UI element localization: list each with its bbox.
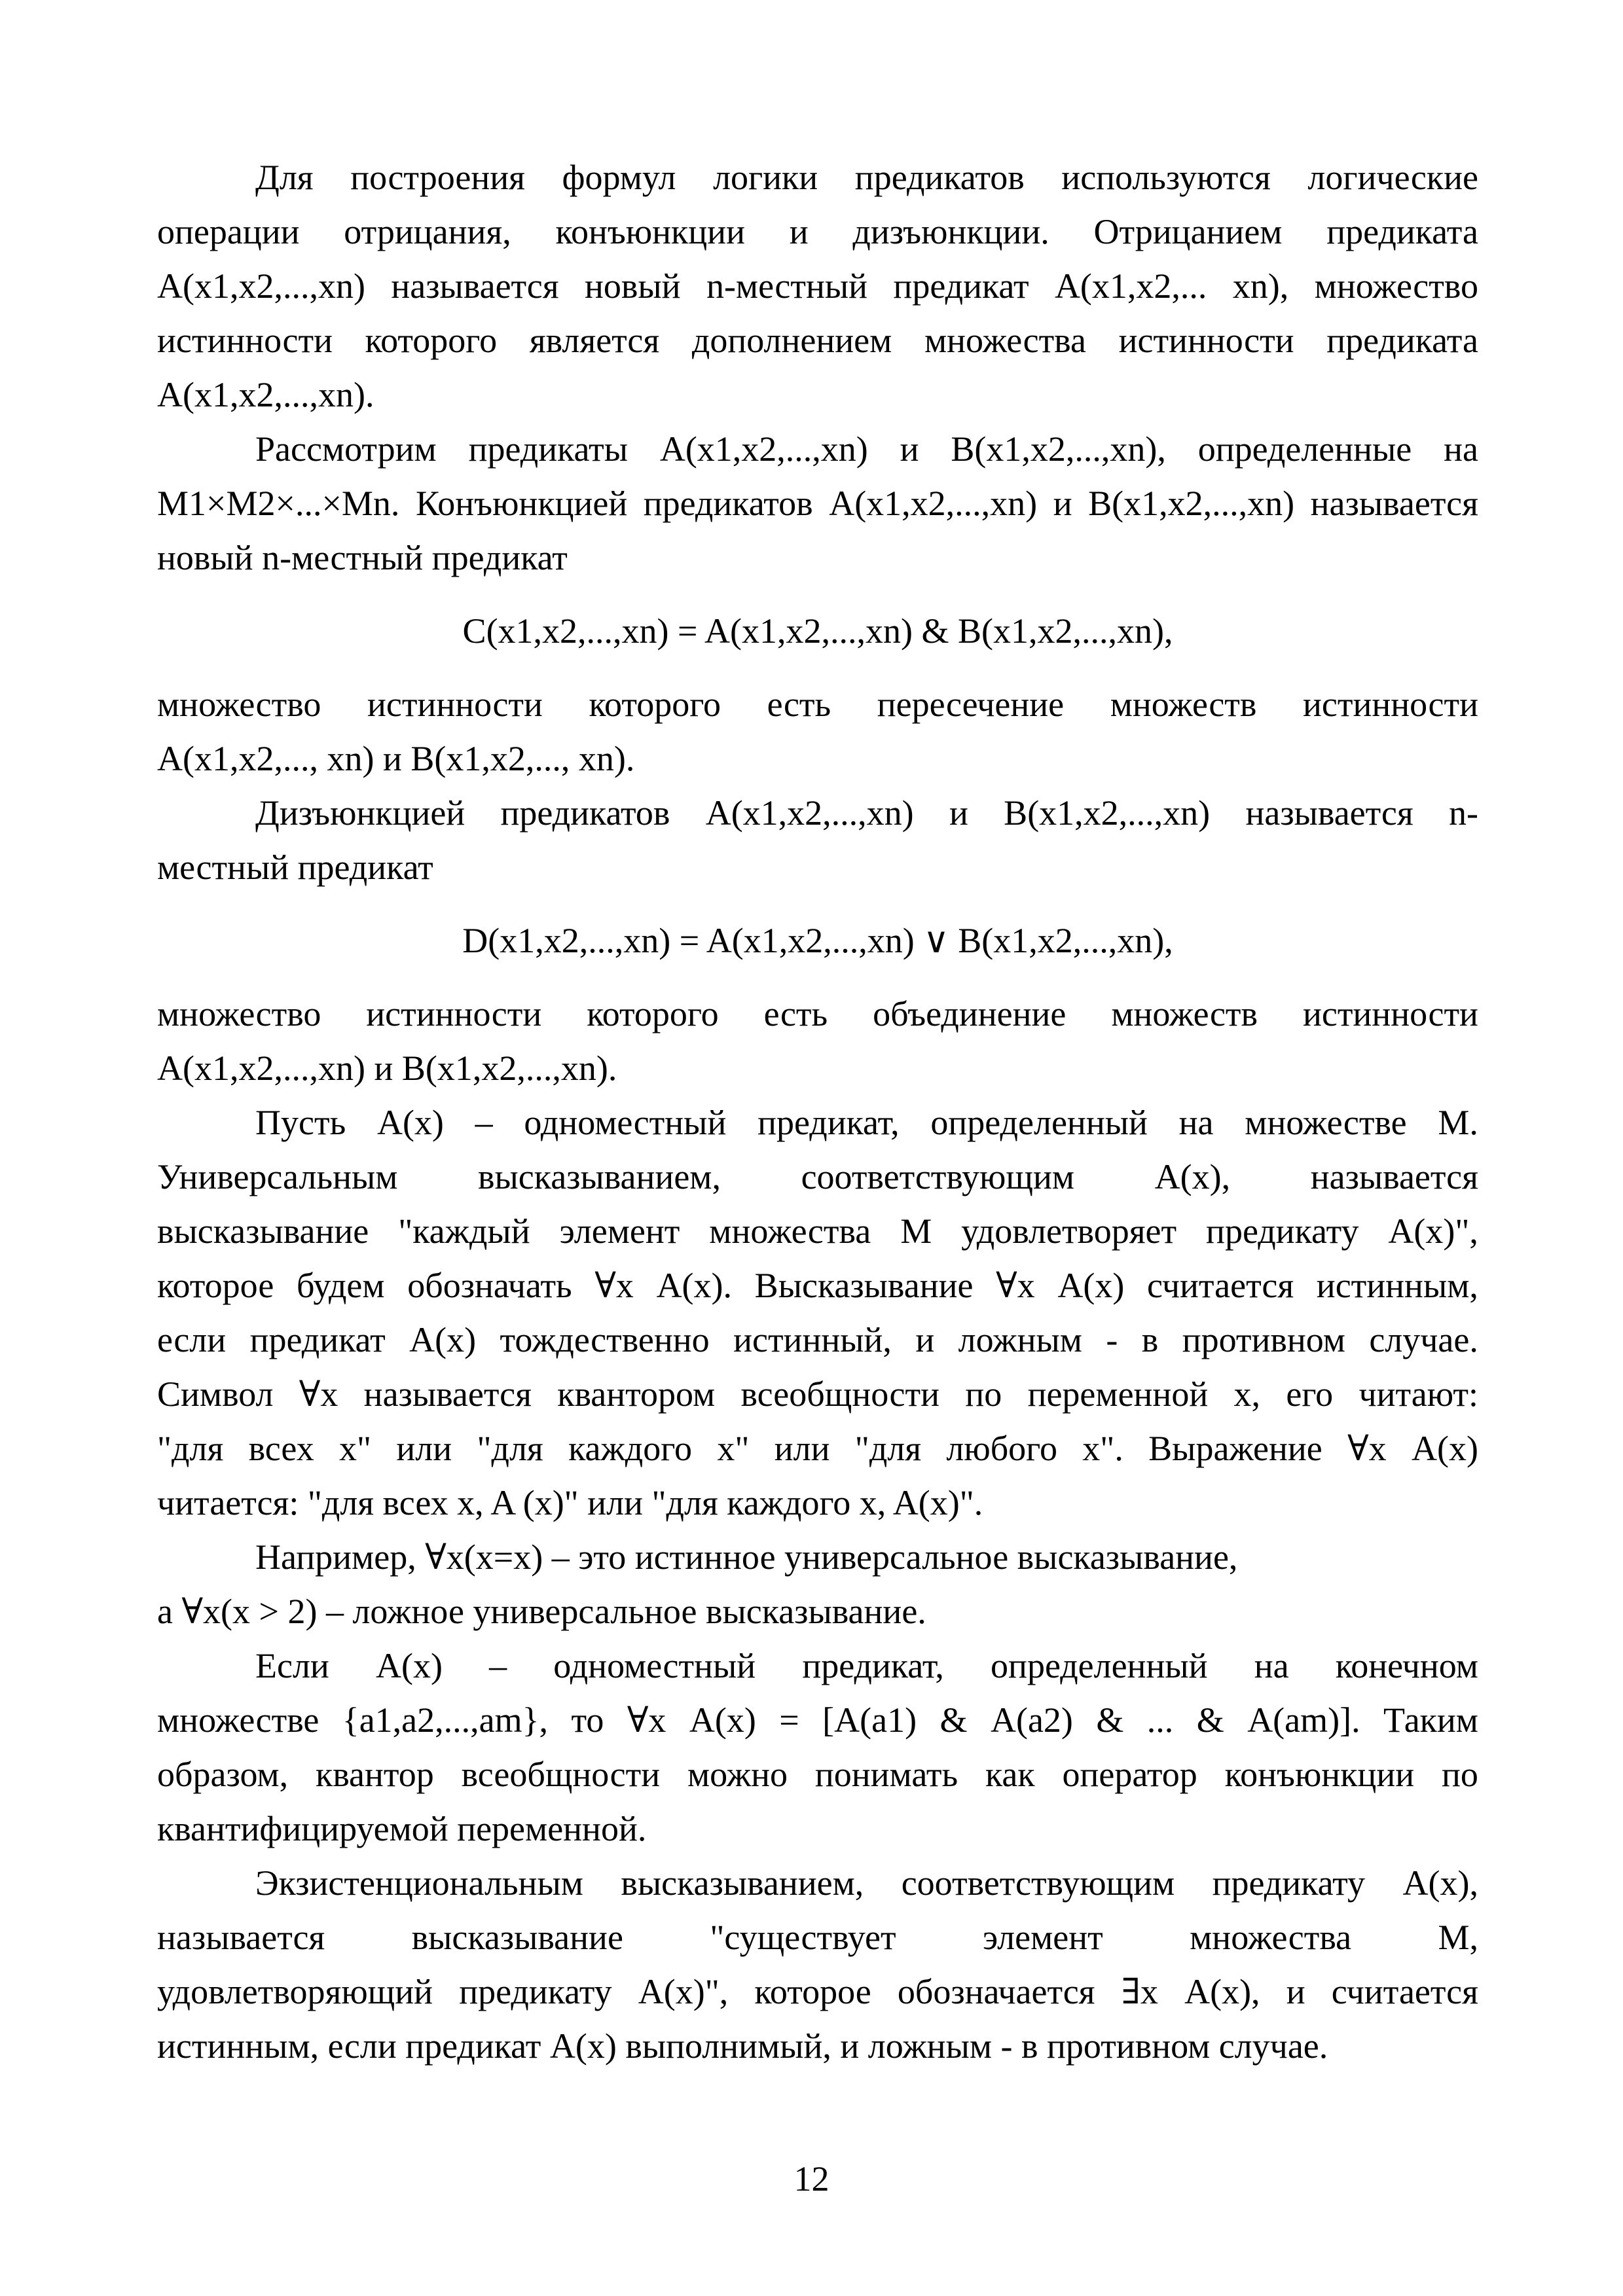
word: x". — [1082, 1429, 1123, 1468]
word: есть — [763, 994, 828, 1033]
word: A(x) — [375, 1646, 443, 1685]
word: множество — [157, 994, 321, 1033]
word: xn), — [1232, 266, 1289, 306]
word: читают: — [1359, 1374, 1478, 1414]
word: по — [965, 1374, 1002, 1414]
word: истинности — [157, 321, 333, 360]
word: предикат, — [757, 1103, 900, 1142]
word: Пусть — [255, 1103, 346, 1142]
text-line: новый n-местный предикат — [157, 538, 568, 577]
word: ∀x — [1347, 1429, 1387, 1468]
text-line — [157, 1965, 1478, 2019]
word: является — [529, 321, 660, 360]
word: = — [779, 1700, 799, 1740]
word: его — [1286, 1374, 1334, 1414]
word: Символ — [157, 1374, 274, 1414]
text-line: A(x1,x2,..., xn) и B(x1,x2,..., xn). — [157, 739, 635, 778]
word: формул — [562, 158, 676, 197]
word: то — [571, 1700, 604, 1740]
word: предикатов — [643, 484, 813, 523]
word: множество — [1314, 266, 1478, 306]
word: по — [1441, 1755, 1478, 1794]
text-line — [157, 1204, 1478, 1259]
word: A(x1,x2,...,xn) — [659, 429, 868, 469]
paragraph-disjunction — [157, 786, 1478, 895]
text-line: а ∀x(x > 2) – ложное универсальное высказывание. — [157, 1592, 926, 1631]
word: элемент — [982, 1918, 1103, 1957]
word: высказыванием, — [478, 1157, 721, 1196]
word: конечном — [1335, 1646, 1478, 1685]
text-line: A(x1,x2,...,xn). — [157, 375, 374, 414]
word: & — [939, 1700, 968, 1740]
word: всех — [248, 1429, 314, 1468]
word: A(x) — [376, 1103, 444, 1142]
text-line: A(x1,x2,...,xn) и B(x1,x2,...,xn). — [157, 1049, 617, 1088]
text-line — [157, 151, 1478, 205]
word: B(x1,x2,...,xn) — [1004, 793, 1211, 833]
word: Таким — [1383, 1700, 1478, 1740]
paragraph-conjunction — [157, 422, 1478, 585]
word: множества — [1190, 1918, 1352, 1957]
word: x" — [717, 1429, 750, 1468]
word: логики — [713, 158, 818, 197]
word: - — [1106, 1320, 1118, 1359]
word: высказыванием, — [621, 1863, 864, 1903]
word: конъюнкции — [1224, 1755, 1415, 1794]
text-line — [157, 987, 1478, 1041]
word: называется — [391, 266, 559, 306]
word: истинности — [1302, 994, 1478, 1033]
text-line — [157, 1693, 1478, 1748]
text-line — [157, 1096, 1478, 1150]
word: M, — [1438, 1918, 1478, 1957]
text-line — [157, 1856, 1478, 1910]
word: и — [900, 429, 919, 469]
word: A(x1,x2,...,xn) — [705, 793, 914, 833]
paragraph-example — [157, 1530, 1478, 1639]
word: определенный — [991, 1646, 1208, 1685]
word: удовлетворяет — [961, 1211, 1177, 1251]
word: предикатов — [500, 793, 670, 833]
word: множество — [157, 685, 321, 724]
word: A(x) — [1057, 1266, 1125, 1305]
word: элемент — [559, 1211, 680, 1251]
word: x" — [339, 1429, 372, 1468]
word: называется — [363, 1374, 532, 1414]
word: ложным — [958, 1320, 1082, 1359]
text-line — [157, 205, 1478, 259]
word: тождественно — [500, 1320, 710, 1359]
formula-conjunction: C(x1,x2,...,xn) = A(x1,x2,...,xn) & B(x1,x2,...,xn), — [462, 611, 1173, 651]
word: операции — [157, 212, 300, 251]
word: определенные — [1197, 429, 1412, 469]
word: называется — [1310, 1157, 1478, 1196]
word: истинный, — [733, 1320, 892, 1359]
word: A(x1,x2,...,xn) — [829, 484, 1038, 523]
word: обозначается — [897, 1972, 1095, 2011]
word: A(x), — [1402, 1863, 1478, 1903]
word: A(x) — [1411, 1429, 1478, 1468]
word: которого — [365, 321, 498, 360]
word: "каждый — [398, 1211, 530, 1251]
word: соответствующим — [901, 1863, 1175, 1903]
word: Для — [255, 158, 314, 197]
word: "для — [477, 1429, 543, 1468]
word: предикат — [893, 266, 1029, 306]
word: M1×M2×...×Mn. — [157, 484, 400, 523]
word: всеобщности — [461, 1755, 661, 1794]
text-line — [157, 476, 1478, 531]
word: квантор — [315, 1755, 434, 1794]
word: x, — [1233, 1374, 1261, 1414]
text-line — [157, 1150, 1478, 1204]
word: предикату — [459, 1972, 612, 2011]
word: называется — [157, 1918, 325, 1957]
word: Отрицанием — [1093, 212, 1283, 251]
text-line — [157, 1367, 1478, 1422]
word: и — [1286, 1972, 1305, 2011]
word: [A(a1) — [822, 1700, 917, 1740]
word: называется — [1310, 484, 1478, 523]
word: на — [1254, 1646, 1289, 1685]
word: A(x), — [1184, 1972, 1260, 2011]
word: и — [949, 793, 968, 833]
word: дополнением — [691, 321, 892, 360]
word: каждого — [568, 1429, 693, 1468]
text-line — [157, 1313, 1478, 1367]
word: любого — [946, 1429, 1057, 1468]
word: одноместный — [524, 1103, 727, 1142]
word: истинности — [366, 994, 542, 1033]
word: ... — [1146, 1700, 1174, 1740]
text-line: Например, ∀x(x=x) – это истинное универсальное высказывание, — [255, 1537, 1238, 1577]
word: или — [774, 1429, 830, 1468]
word: новый — [584, 266, 681, 306]
word: n-местный — [706, 266, 868, 306]
text-line — [157, 314, 1478, 368]
paragraph-finite-set — [157, 1639, 1478, 1856]
word: "существует — [710, 1918, 896, 1957]
word: случае. — [1369, 1320, 1478, 1359]
word: предикатов — [854, 158, 1025, 197]
word: истинности — [367, 685, 543, 724]
word: построения — [350, 158, 525, 197]
word: множеств — [1111, 994, 1258, 1033]
word: ∀x — [299, 1374, 338, 1414]
word: есть — [767, 685, 831, 724]
word: отрицания, — [344, 212, 511, 251]
word: противном — [1182, 1320, 1345, 1359]
word: и — [915, 1320, 935, 1359]
word: истинности — [1303, 685, 1478, 724]
word: объединение — [873, 994, 1067, 1033]
word: образом, — [157, 1755, 289, 1794]
text-line — [157, 1422, 1478, 1476]
word: множества — [709, 1211, 871, 1251]
word: и — [1053, 484, 1072, 523]
word: дизъюнкции. — [852, 212, 1049, 251]
word: A(x1,x2,...,xn) — [157, 266, 365, 306]
page-body — [157, 151, 1478, 2073]
word: Рассмотрим — [255, 429, 437, 469]
word: переменной — [1027, 1374, 1209, 1414]
word: используются — [1061, 158, 1271, 197]
text-line: истинным, если предикат A(x) выполнимый, и ложным - в противном случае. — [157, 2026, 1328, 2066]
word: если — [157, 1320, 227, 1359]
text-line — [157, 1748, 1478, 1802]
word: Выражение — [1148, 1429, 1322, 1468]
word: Если — [255, 1646, 329, 1685]
word: ∀x — [996, 1266, 1035, 1305]
word: называется — [1245, 793, 1413, 833]
word: M. — [1438, 1103, 1478, 1142]
word: n- — [1449, 793, 1478, 833]
paragraph-negation — [157, 151, 1478, 422]
word: предикат, — [802, 1646, 944, 1685]
word: соответствующим — [801, 1157, 1075, 1196]
word: оператор — [1062, 1755, 1197, 1794]
word: A(x) — [409, 1320, 477, 1359]
word: Универсальным — [157, 1157, 398, 1196]
word: которого — [587, 994, 719, 1033]
word: обозначать — [407, 1266, 572, 1305]
word: предиката — [1326, 212, 1478, 251]
text-line: квантифицируемой переменной. — [157, 1809, 647, 1848]
word: считается — [1331, 1972, 1478, 2011]
word: M — [900, 1211, 932, 1251]
word: и — [789, 212, 809, 251]
word: высказывание — [411, 1918, 623, 1957]
word: понимать — [814, 1755, 958, 1794]
word: на — [1178, 1103, 1214, 1142]
word: одноместный — [553, 1646, 756, 1685]
word: истинности — [1118, 321, 1294, 360]
word: высказывание — [157, 1211, 369, 1251]
word: B(x1,x2,...,xn) — [1088, 484, 1295, 523]
text-line: местный предикат — [157, 848, 433, 887]
word: которое — [157, 1266, 274, 1305]
word: – — [475, 1103, 493, 1142]
word: множеств — [1110, 685, 1257, 724]
formula-disjunction: D(x1,x2,...,xn) = A(x1,x2,...,xn) ∨ B(x1,x2,...,xn), — [462, 921, 1173, 960]
word: будем — [296, 1266, 385, 1305]
text-line — [157, 677, 1478, 732]
text-line — [157, 1639, 1478, 1693]
word: A(x) — [689, 1700, 756, 1740]
word: в — [1141, 1320, 1159, 1359]
word: A(x)", — [638, 1972, 729, 2011]
word: конъюнкции — [555, 212, 745, 251]
text-line: читается: "для всех x, A (x)" или "для каждого x, A(x)". — [157, 1483, 983, 1522]
word: считается — [1146, 1266, 1294, 1305]
page-number: 12 — [793, 2159, 830, 2198]
word: {a1,a2,...,am}, — [342, 1700, 549, 1740]
paragraph-union — [157, 987, 1478, 1096]
word: "для — [854, 1429, 922, 1468]
paragraph-existential — [157, 1856, 1478, 2073]
word: Дизъюнкцией — [255, 793, 465, 833]
text-line — [157, 259, 1478, 314]
word: всеобщности — [740, 1374, 940, 1414]
word: A(x1,x2,... — [1054, 266, 1207, 306]
word: A(x), — [1154, 1157, 1231, 1196]
word: определенный — [930, 1103, 1148, 1142]
word: или — [396, 1429, 452, 1468]
word: на — [1444, 429, 1478, 469]
text-line — [157, 1910, 1478, 1965]
word: предикаты — [468, 429, 628, 469]
word: Конъюнкцией — [415, 484, 628, 523]
text-line — [157, 422, 1478, 476]
word: ∀x — [594, 1266, 634, 1305]
word: предикату — [1212, 1863, 1366, 1903]
word: & — [1196, 1700, 1224, 1740]
word: предикату — [1206, 1211, 1359, 1251]
word: & — [1096, 1700, 1124, 1740]
word: предикат — [249, 1320, 386, 1359]
word: A(am)]. — [1247, 1700, 1360, 1740]
text-line — [157, 1259, 1478, 1313]
word: предиката — [1326, 321, 1478, 360]
word: логические — [1307, 158, 1478, 197]
word: как — [985, 1755, 1035, 1794]
word: ∀x — [627, 1700, 666, 1740]
text-line — [157, 786, 1478, 840]
word: которого — [589, 685, 721, 724]
word: истинным, — [1316, 1266, 1478, 1305]
word: множестве — [157, 1700, 319, 1740]
word: можно — [687, 1755, 788, 1794]
word: A(a2) — [990, 1700, 1073, 1740]
word: множестве — [1245, 1103, 1407, 1142]
word: удовлетворяющий — [157, 1972, 433, 2011]
word: B(x1,x2,...,xn), — [951, 429, 1166, 469]
word: множества — [924, 321, 1086, 360]
word: ∃x — [1121, 1972, 1158, 2011]
paragraph-universal — [157, 1096, 1478, 1530]
word: пересечение — [877, 685, 1065, 724]
word: Экзистенциональным — [255, 1863, 583, 1903]
word: которое — [754, 1972, 871, 2011]
word: – — [489, 1646, 507, 1685]
word: квантором — [557, 1374, 716, 1414]
word: "для — [157, 1429, 224, 1468]
paragraph-intersection — [157, 677, 1478, 786]
word: A(x). — [656, 1266, 733, 1305]
word: Высказывание — [754, 1266, 974, 1305]
word: A(x)", — [1388, 1211, 1478, 1251]
